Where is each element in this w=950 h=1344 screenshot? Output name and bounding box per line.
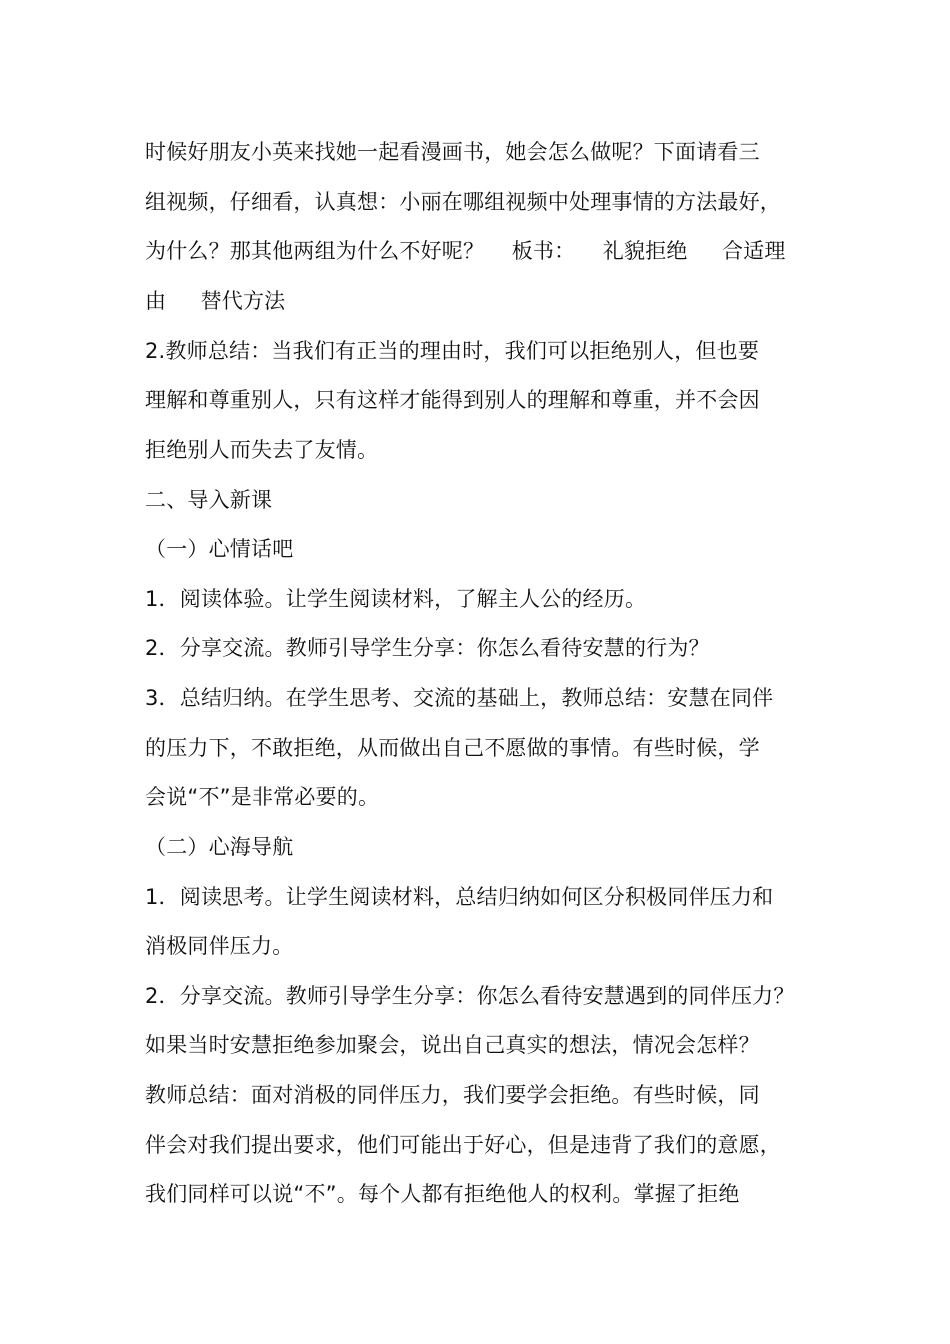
text-line: 如果当时安慧拒绝参加聚会，说出自己真实的想法，情况会怎样？	[145, 1033, 760, 1057]
text-line: 2．分享交流。教师引导学生分享：你怎么看待安慧遇到的同伴压力？	[145, 984, 795, 1008]
text-line: 2．分享交流。教师引导学生分享：你怎么看待安慧的行为？	[145, 636, 710, 660]
subsection-heading: （一）心情话吧	[145, 537, 294, 561]
text-line: 会说“不”是非常必要的。	[145, 785, 380, 809]
text-line: 消极同伴压力。	[145, 934, 294, 958]
text-line: 拒绝别人而失去了友情。	[145, 438, 379, 462]
section-heading: 二、导入新课	[145, 488, 273, 512]
text-line: 我们同样可以说“不”。每个人都有拒绝他人的权利。掌握了拒绝	[145, 1182, 740, 1206]
text-line: 伴会对我们提出要求，他们可能出于好心，但是违背了我们的意愿，	[145, 1133, 781, 1157]
text-line: 时候好朋友小英来找她一起看漫画书，她会怎么做呢？下面请看三	[145, 140, 760, 164]
text-line: 为什么？那其他两组为什么不好呢？ 板书： 礼貌拒绝 合适理	[145, 239, 786, 263]
text-line: 1．阅读体验。让学生阅读材料，了解主人公的经历。	[145, 587, 647, 611]
subsection-heading: （二）心海导航	[145, 835, 294, 859]
text-line: 组视频，仔细看，认真想：小丽在哪组视频中处理事情的方法最好，	[145, 190, 781, 214]
text-line: 1．阅读思考。让学生阅读材料，总结归纳如何区分积极同伴压力和	[145, 885, 774, 909]
text-line: 由 替代方法	[145, 289, 286, 313]
text-line: 的压力下，不敢拒绝，从而做出自己不愿做的事情。有些时候，学	[145, 736, 760, 760]
text-line: 3．总结归纳。在学生思考、交流的基础上，教师总结：安慧在同伴	[145, 686, 774, 710]
text-line: 教师总结：面对消极的同伴压力，我们要学会拒绝。有些时候，同	[145, 1083, 760, 1107]
text-line: 2.教师总结：当我们有正当的理由时，我们可以拒绝别人，但也要	[145, 339, 760, 363]
text-line: 理解和尊重别人，只有这样才能得到别人的理解和尊重，并不会因	[145, 388, 760, 412]
